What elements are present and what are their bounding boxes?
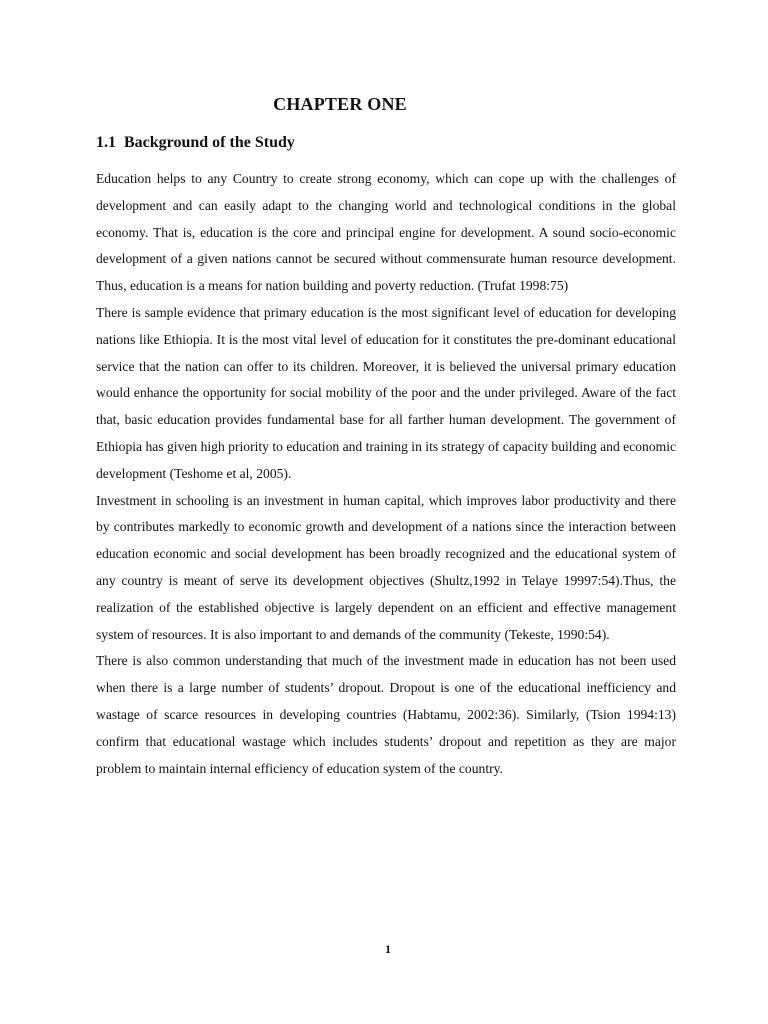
- page-number: 1: [385, 942, 391, 956]
- paragraph: Investment in schooling is an investment in human capital, which improves labor productivity and there by contributes markedly to economic growth and development of a nations since the interaction between education economic and social development has been broadly recognized and the educational system of any country is meant of serve its development objectives (Shultz,1992 in Telaye 19997:54).Thus, the realization of the established objective is largely dependent on an efficient and effective management system of resources. It is also important to and demands of the community (Tekeste, 1990:54).: [96, 492, 676, 642]
- section-number: 1.1: [96, 134, 116, 151]
- paragraph: Education helps to any Country to create strong economy, which can cope up with the challenges of development and can easily adapt to the changing world and technological conditions in the global economy. That is, education is the core and principal engine for development. A sound socio-economic development of a given nations cannot be secured without commensurate human resource development. Thus, education is a means for nation building and poverty reduction. (Trufat 1998:75): [96, 171, 676, 294]
- paragraph: There is also common understanding that much of the investment made in education has not been used when there is a large number of students’ dropout. Dropout is one of the educational inefficiency and wastage of scarce resources in developing countries (Habtamu, 2002:36). Similarly, (Tsion 1994:13) confirm that educational wastage which includes students’ dropout and repetition as they are major problem to maintain internal efficiency of education system of the country.: [96, 653, 676, 776]
- body-text: [96, 166, 676, 782]
- paragraph: There is sample evidence that primary education is the most significant level of education for developing nations like Ethiopia. It is the most vital level of education for it constitutes the pre-dominant educational service that the nation can offer to its children. Moreover, it is believed the universal primary education would enhance the opportunity for social mobility of the poor and the under privileged. Aware of the fact that, basic education provides fundamental base for all farther human development. The government of Ethiopia has given high priority to education and training in its strategy of capacity building and economic development (Teshome et al, 2005).: [96, 304, 676, 481]
- section-heading: [96, 134, 295, 152]
- section-title: Background of the Study: [124, 134, 295, 151]
- chapter-title: CHAPTER ONE: [273, 94, 407, 114]
